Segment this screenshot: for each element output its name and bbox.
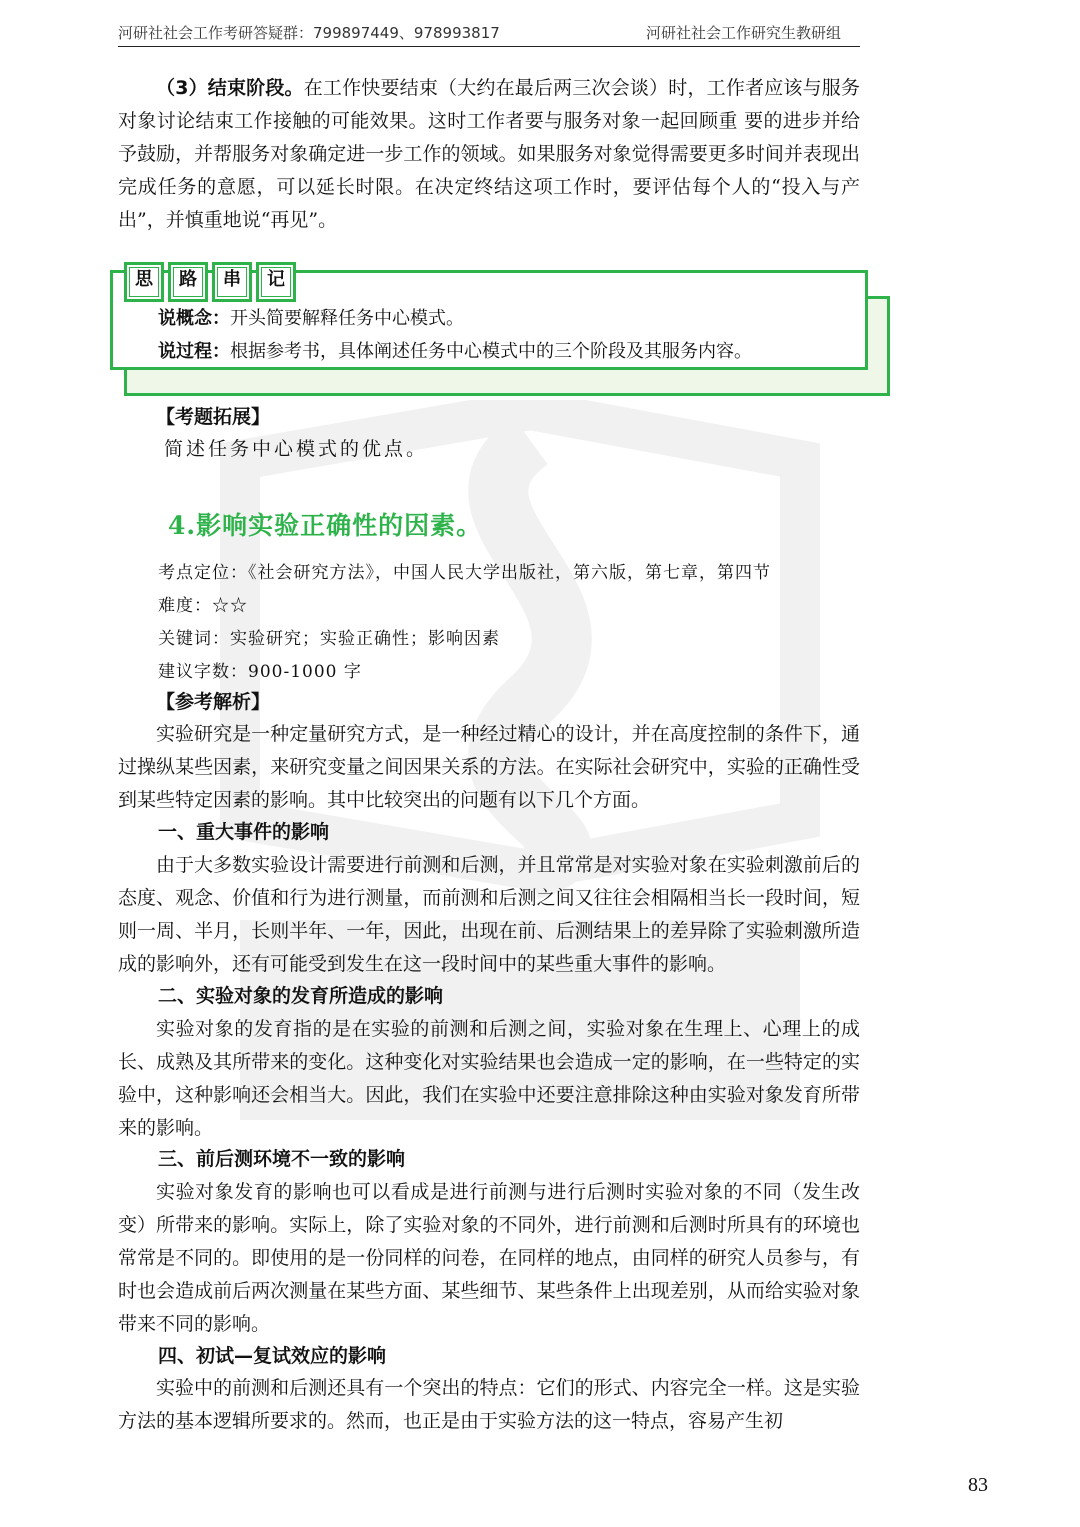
- header-divider: [118, 46, 860, 47]
- header-qq-groups: 河研社社会工作考研答疑群：799897449、978993817: [118, 24, 500, 42]
- analysis-heading: 【参考解析】: [156, 691, 271, 713]
- concept-text: 开头简要解释任务中心模式。: [230, 308, 464, 329]
- process-text: 根据参考书，具体阐述任务中心模式中的三个阶段及其服务内容。: [230, 341, 752, 362]
- meta-location: 考点定位：《社会研究方法》，中国人民大学出版社，第六版，第七章，第四节: [158, 563, 771, 583]
- meta-word-count: 建议字数：900-1000 字: [158, 662, 362, 682]
- stage3-text: 在工作快要结束（大约在最后两三次会谈）时，工作者应该与服务对象讨论结束工作接触的可能效果。这时工作者要与服务对象一起回顾重 要的进步并给予鼓励，并帮服务对象确定进一步工作的领域。如果服务对象觉得需要更多时间并表现出完成任务的意愿，可以延长时限。在决定终结这项工作时，要评估每个人的“投入与产出”，并慎重地说“再见”。: [118, 77, 860, 231]
- p2-heading: 二、实验对象的发育所造成的影响: [158, 985, 444, 1007]
- idea-tag-2: 路: [168, 262, 208, 302]
- idea-concept-line: [158, 304, 464, 334]
- page-header: [118, 22, 860, 48]
- extension-heading: 【考题拓展】: [156, 406, 271, 428]
- idea-tag-4: 记: [256, 262, 296, 302]
- section-title: 4.影响实验正确性的因素。: [168, 511, 483, 540]
- p4-paragraph: 实验中的前测和后测还具有一个突出的特点：它们的形式、内容完全一样。这是实验方法的基本逻辑所要求的。然而，也正是由于实验方法的这一特点，容易产生初: [118, 1377, 860, 1432]
- idea-tag-3: 串: [212, 262, 252, 302]
- p3-paragraph: 实验对象发育的影响也可以看成是进行前测与进行后测时实验对象的不同（发生改变）所带来的影响。实际上，除了实验对象的不同外，进行前测和后测时所具有的环境也常常是不同的。即使用的是一份同样的问卷，在同样的地点，由同样的研究人员参与，有时也会造成前后两次测量在某些方面、某些细节、某些条件上出现差别，从而给实验对象带来不同的影响。: [118, 1181, 860, 1335]
- idea-tag-1: 思: [124, 262, 164, 302]
- concept-label: 说概念：: [158, 308, 230, 329]
- meta-difficulty: 难度：☆☆: [158, 596, 248, 616]
- stage3-label: （3）结束阶段。: [156, 77, 304, 99]
- p1-heading: 一、重大事件的影响: [158, 821, 330, 843]
- stage3-paragraph: [118, 72, 860, 237]
- process-label: 说过程：: [158, 341, 230, 362]
- idea-process-line: [158, 337, 752, 367]
- p2-paragraph: 实验对象的发育指的是在实验的前测和后测之间，实验对象在生理上、心理上的成长、成熟及其所带来的变化。这种变化对实验结果也会造成一定的影响，在一些特定的实验中，这种影响还会相当大。因此，我们在实验中还要注意排除这种由实验对象发育所带来的影响。: [118, 1018, 860, 1139]
- p4-heading: 四、初试—复试效应的影响: [158, 1345, 387, 1367]
- header-org: 河研社社会工作研究生教研组: [646, 24, 842, 42]
- extension-text: 简述任务中心模式的优点。: [164, 438, 429, 460]
- meta-keywords: 关键词：实验研究；实验正确性；影响因素: [158, 629, 500, 649]
- page-number: 83: [968, 1474, 988, 1496]
- intro-paragraph: 实验研究是一种定量研究方式，是一种经过精心的设计，并在高度控制的条件下，通过操纵某些因素，来研究变量之间因果关系的方法。在实际社会研究中，实验的正确性受到某些特定因素的影响。其中比较突出的问题有以下几个方面。: [118, 723, 860, 811]
- p3-heading: 三、前后测环境不一致的影响: [158, 1148, 406, 1170]
- p1-paragraph: 由于大多数实验设计需要进行前测和后测，并且常常是对实验对象在实验刺激前后的态度、观念、价值和行为进行测量，而前测和后测之间又往往会相隔相当长一段时间，短则一周、半月，长则半年、一年，因此，出现在前、后测结果上的差异除了实验刺激所造成的影响外，还有可能受到发生在这一段时间中的某些重大事件的影响。: [118, 854, 860, 975]
